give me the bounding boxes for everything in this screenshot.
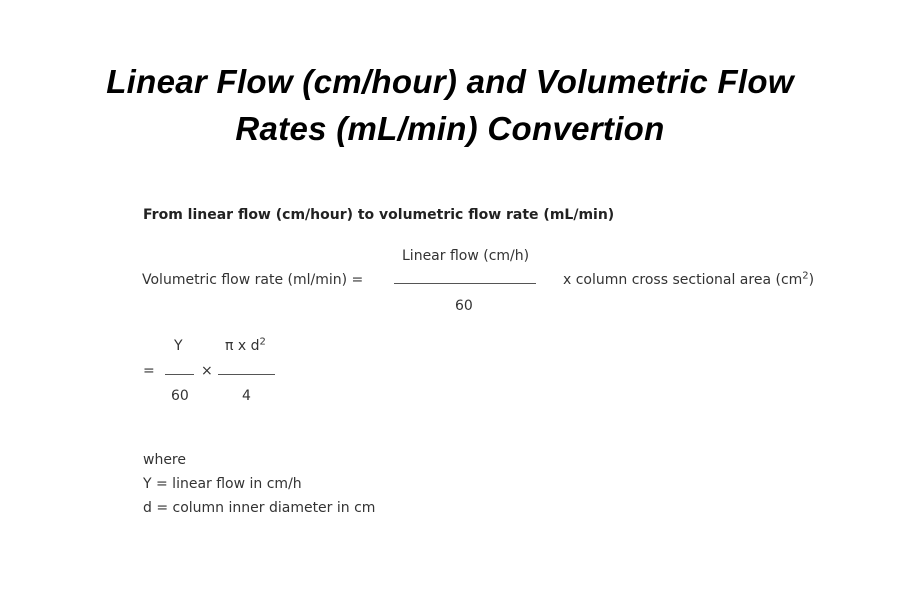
where-label: where — [143, 452, 186, 468]
formula1-lhs: Volumetric flow rate (ml/min) = — [142, 272, 364, 288]
section-heading: From linear flow (cm/hour) to volumetric flow rate (mL/min) — [143, 207, 615, 223]
formula1-rhs-close: ) — [808, 272, 815, 288]
formula1-fraction-bar — [394, 283, 536, 284]
formula2-frac1-numerator: Y — [174, 338, 183, 354]
formula2-times: × — [201, 363, 213, 379]
formula1-rhs — [563, 271, 814, 289]
formula2-frac2-numerator-text: π x d — [225, 338, 260, 354]
formula2-frac1-denominator: 60 — [171, 388, 189, 404]
page-title-line-1: Linear Flow (cm/hour) and Volumetric Flow — [106, 63, 794, 100]
formula2-frac2-numerator-exponent: 2 — [259, 336, 266, 348]
formula2-frac2-numerator — [225, 337, 266, 355]
formula1-denominator: 60 — [455, 298, 473, 314]
formula1-numerator: Linear flow (cm/h) — [402, 248, 530, 264]
formula2-equals: = — [143, 363, 155, 379]
page-title — [0, 58, 900, 152]
formula1-rhs-exponent: 2 — [802, 270, 809, 282]
formula2-frac2-denominator: 4 — [242, 388, 251, 404]
definition-d: d = column inner diameter in cm — [143, 500, 376, 516]
definition-y: Y = linear flow in cm/h — [143, 476, 302, 492]
page-title-line-2: Rates (mL/min) Convertion — [235, 110, 665, 147]
formula2-frac1-bar — [165, 374, 194, 375]
formula1-rhs-text: x column cross sectional area (cm — [563, 272, 803, 288]
formula2-frac2-bar — [218, 374, 275, 375]
